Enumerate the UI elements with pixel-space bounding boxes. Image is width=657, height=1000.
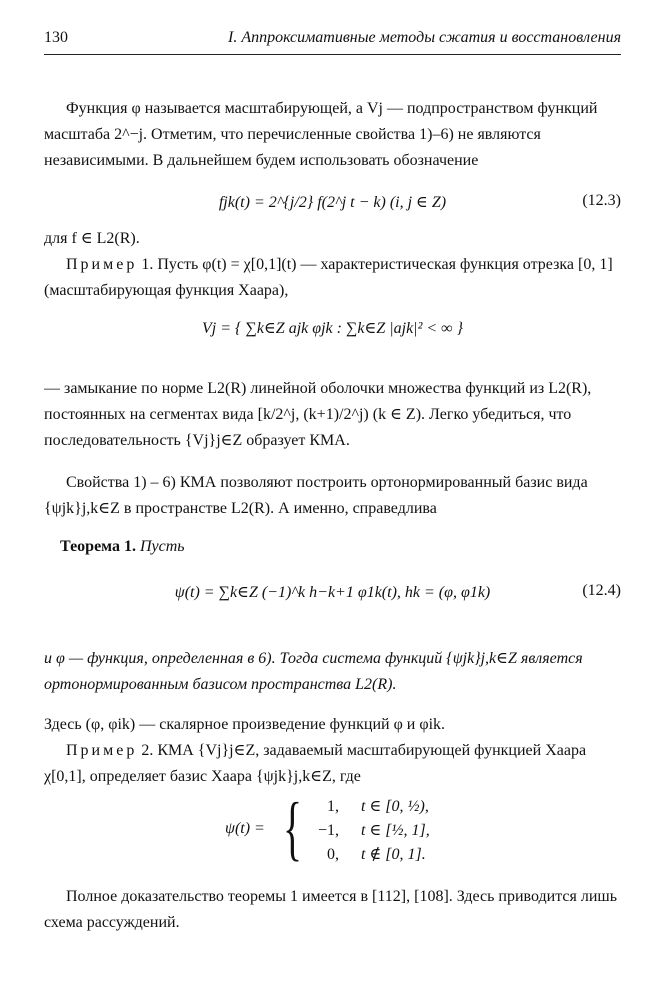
case-1-value: 1, bbox=[327, 798, 339, 815]
equation-12-3-formula: fjk(t) = 2^{j/2} f(2^j t − k) (i, j ∈ Z) bbox=[218, 194, 447, 211]
equation-vj bbox=[44, 318, 621, 348]
page-number: 130 bbox=[44, 29, 68, 46]
example-2-number: 2. bbox=[141, 742, 154, 759]
paragraph-closure: — замыкание по норме L2(R) линейной оболочки множества функций из L2(R), постоянных на сегментах вида [k/2^j, (k+1)/2^j) (k ∈ Z). Легко убедиться, что последовательность {Vj}j∈Z образует КМА. bbox=[44, 380, 592, 449]
example-1-number: 1. bbox=[141, 256, 154, 273]
example-2-text: КМА {Vj}j∈Z, задаваемый масштабирующей функцией Хаара χ[0,1], определяет базис Хаара {ψjk}j,k∈Z, где bbox=[44, 742, 587, 785]
case-3-condition: t ∉ [0, 1]. bbox=[361, 846, 426, 863]
paragraph-for-f: для f ∈ L2(R). bbox=[44, 230, 140, 247]
equation-12-4 bbox=[44, 582, 621, 608]
running-title: I. Аппроксимативные методы сжатия и восстановления bbox=[227, 29, 621, 46]
piecewise-case-2 bbox=[305, 820, 430, 842]
example-2 bbox=[44, 738, 621, 790]
header-rule bbox=[44, 54, 621, 55]
equation-vj-formula: Vj = { ∑k∈Z ajk φjk : ∑k∈Z |ajk|² < ∞ } bbox=[202, 320, 463, 337]
equation-12-3-number: (12.3) bbox=[582, 192, 621, 209]
piecewise-haar-function bbox=[225, 788, 485, 868]
example-1-text: Пусть φ(t) = χ[0,1](t) — характеристическая функция отрезка [0, 1] (масштабирующая функция Хаара), bbox=[44, 256, 613, 299]
example-1 bbox=[44, 252, 621, 304]
equation-12-4-formula: ψ(t) = ∑k∈Z (−1)^k h−k+1 φ1k(t), hk = (φ, φ1k) bbox=[174, 584, 491, 601]
paragraph-scaling-function: Функция φ называется масштабирующей, а Vj — подпространством функций масштаба 2^−j. Отметим, что перечисленные свойства 1)–6) не являются независимыми. В дальнейшем будем использовать обозначение bbox=[44, 100, 598, 169]
equation-12-4-number: (12.4) bbox=[582, 582, 621, 599]
example-1-label: Пример bbox=[66, 256, 138, 273]
theorem-lead: Пусть bbox=[139, 538, 185, 555]
left-brace: { bbox=[283, 788, 303, 868]
theorem-label: Теорема 1. bbox=[60, 538, 136, 555]
example-2-label: Пример bbox=[66, 742, 138, 759]
case-2-condition: t ∈ [½, 1], bbox=[361, 822, 430, 839]
piecewise-case-3 bbox=[305, 844, 426, 866]
case-1-condition: t ∈ [0, ½), bbox=[361, 798, 429, 815]
case-2-value: −1, bbox=[317, 822, 339, 839]
case-3-value: 0, bbox=[327, 846, 339, 863]
paragraph-proof-note: Полное доказательство теоремы 1 имеется в [112], [108]. Здесь приводится лишь схема рассуждений. bbox=[44, 888, 618, 931]
piecewise-case-1 bbox=[305, 796, 429, 818]
paragraph-scalar-product: Здесь (φ, φik) — скалярное произведение функций φ и φik. bbox=[44, 716, 446, 733]
piecewise-lhs: ψ(t) = bbox=[225, 820, 265, 837]
page-header bbox=[44, 29, 621, 55]
theorem-statement: и φ — функция, определенная в 6). Тогда система функций {ψjk}j,k∈Z является ортонормированным базисом пространства L2(R). bbox=[44, 650, 583, 693]
equation-12-3 bbox=[44, 192, 621, 216]
paragraph-properties: Свойства 1) – 6) КМА позволяют построить ортонормированный базис вида {ψjk}j,k∈Z в пространстве L2(R). А именно, справедлива bbox=[44, 474, 588, 517]
theorem-heading bbox=[60, 538, 185, 556]
